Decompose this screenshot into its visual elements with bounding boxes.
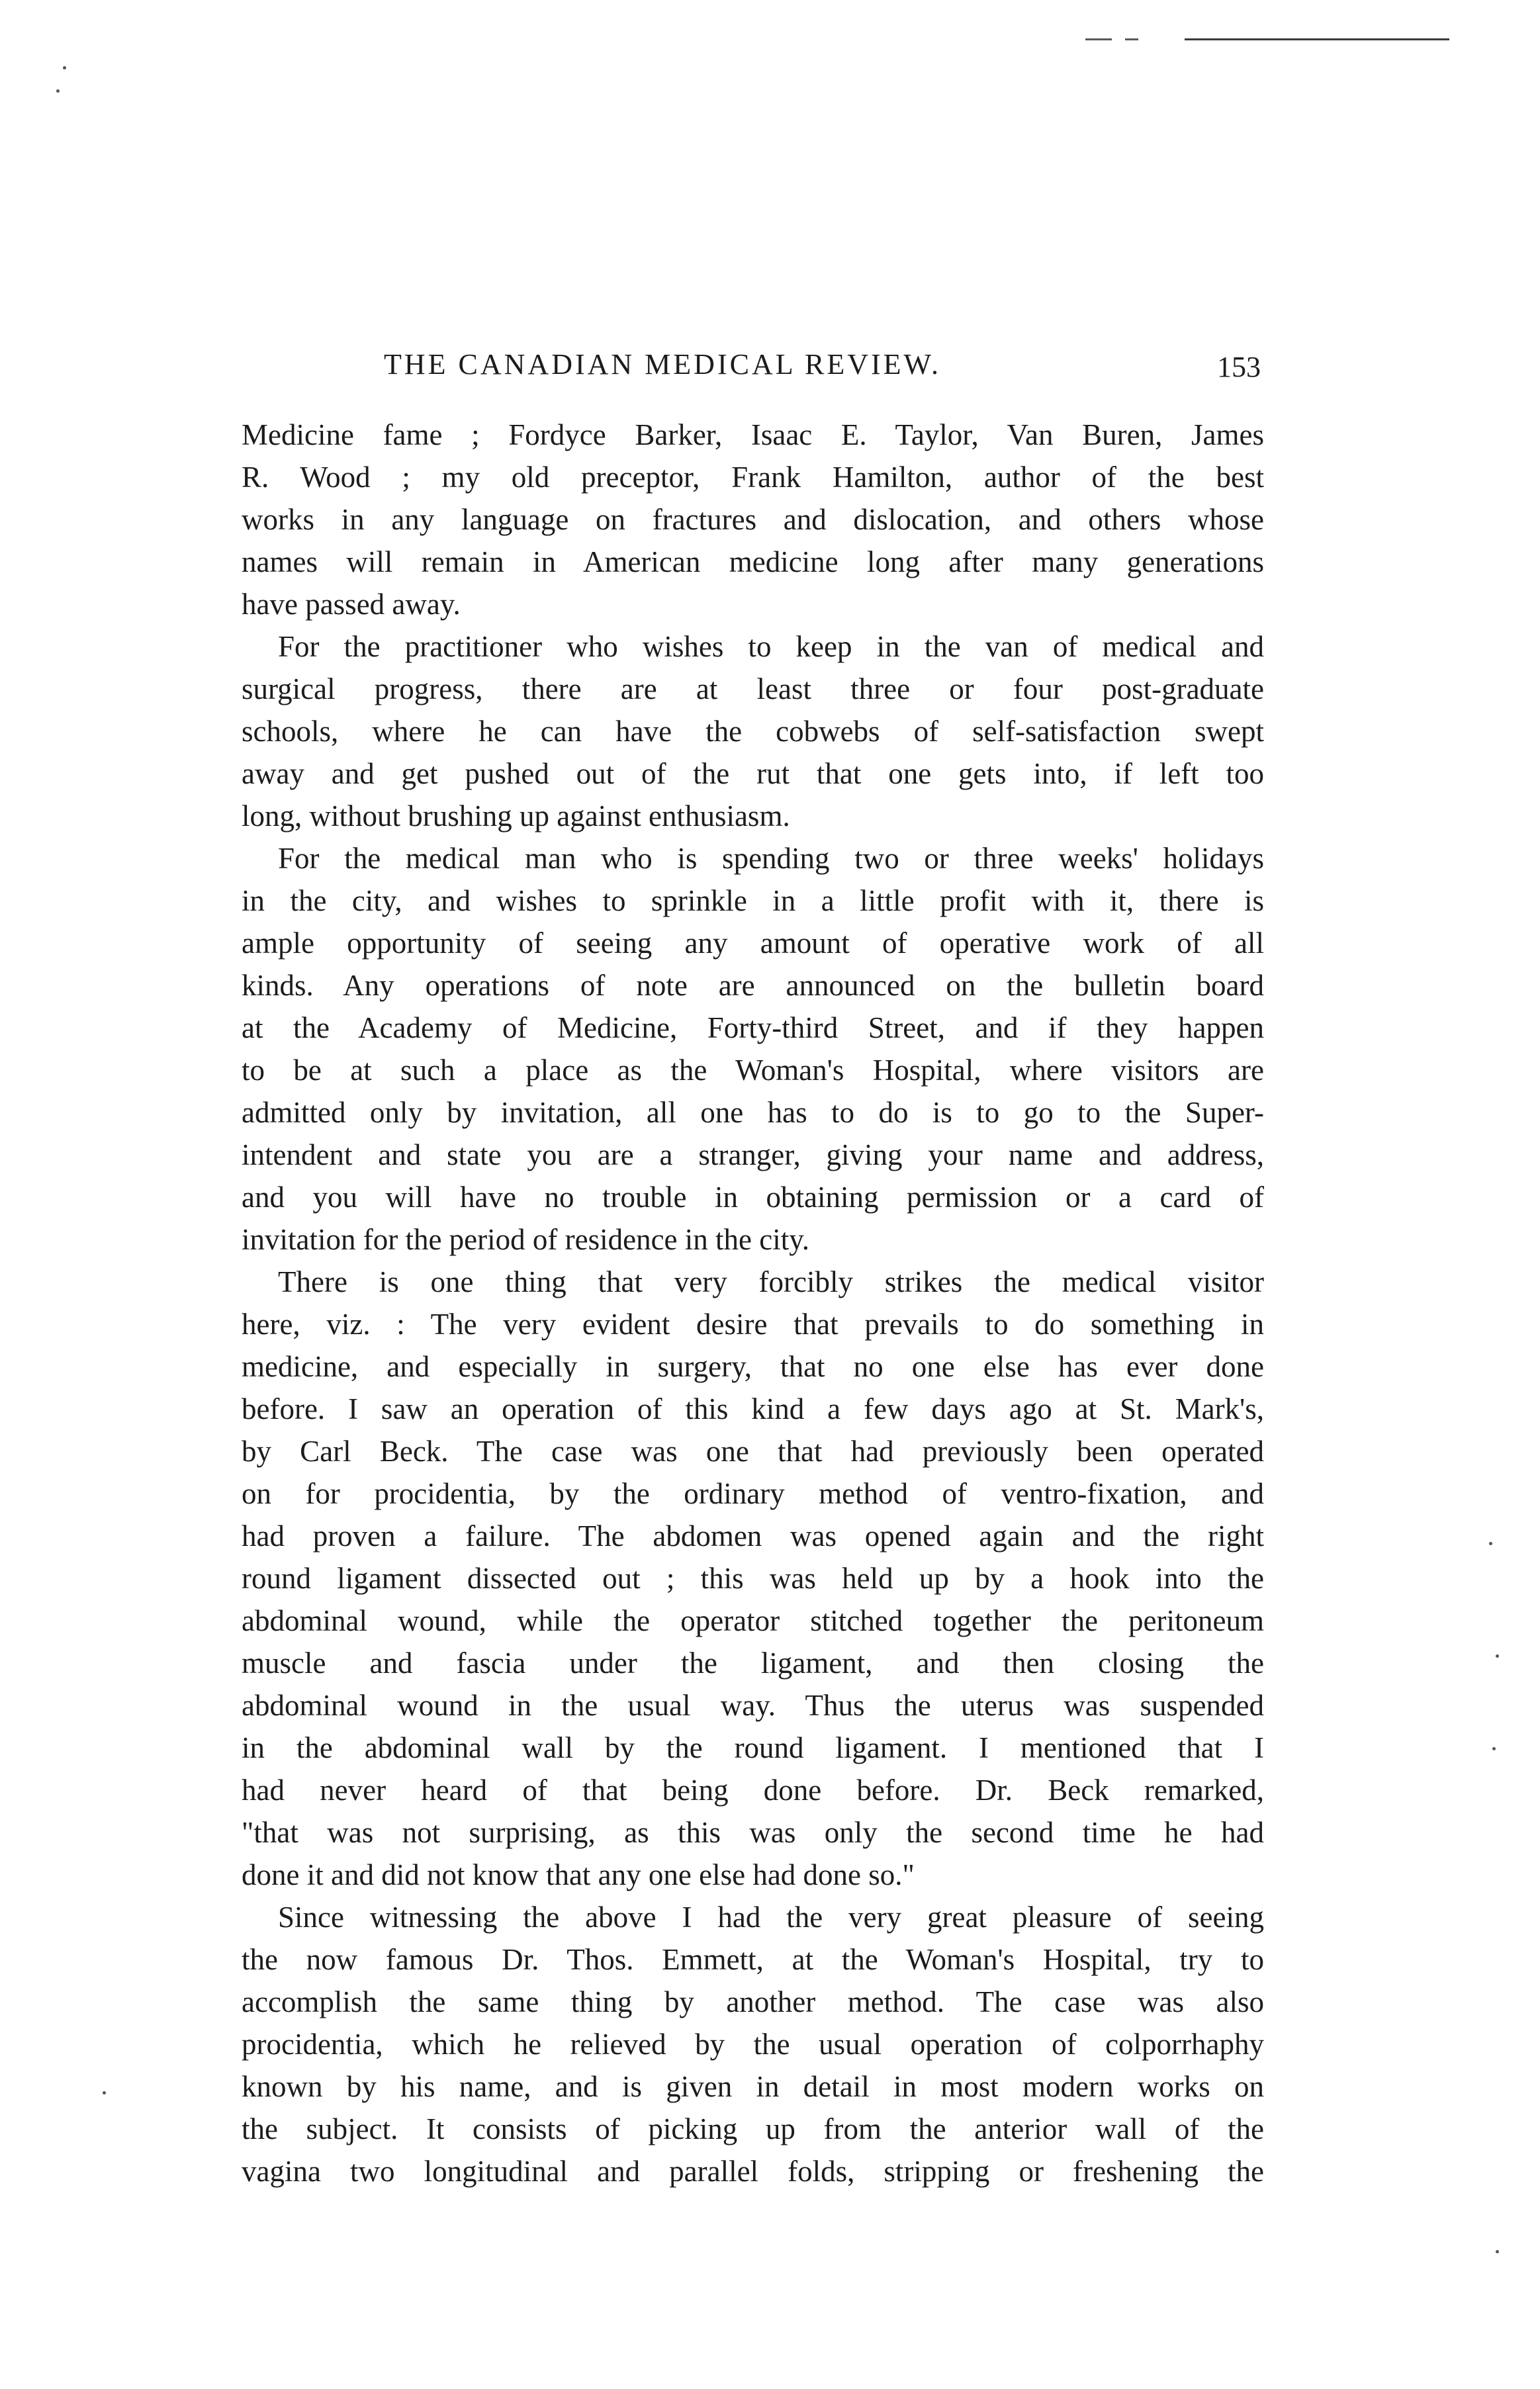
text-line: There is one thing that very forcibly strikes the medical visitor xyxy=(278,1265,1264,1298)
scan-speck xyxy=(1489,1542,1492,1545)
scan-speck xyxy=(103,2091,106,2095)
paragraph xyxy=(242,414,1264,625)
paragraph xyxy=(242,1261,1264,1896)
text-line: surgical progress, there are at least three or four post-graduate xyxy=(242,672,1264,705)
text-line: intendent and state you are a stranger, giving your name and address, xyxy=(242,1138,1264,1171)
scan-speck xyxy=(63,66,66,69)
paragraph xyxy=(242,1896,1264,2192)
article-body xyxy=(242,414,1264,2192)
text-line: in the abdominal wall by the round ligament. I mentioned that I xyxy=(242,1731,1264,1764)
text-line: had proven a failure. The abdomen was opened again and the right xyxy=(242,1519,1264,1553)
text-line: ample opportunity of seeing any amount of operative work of all xyxy=(242,926,1264,960)
text-line: vagina two longitudinal and parallel folds, stripping or freshening the xyxy=(242,2155,1264,2188)
text-line: at the Academy of Medicine, Forty-third Street, and if they happen xyxy=(242,1011,1264,1044)
text-line: names will remain in American medicine long after many generations xyxy=(242,545,1264,578)
text-line: schools, where he can have the cobwebs of self-satisfaction swept xyxy=(242,715,1264,748)
text-line: procidentia, which he relieved by the usual operation of colporrhaphy xyxy=(242,2028,1264,2061)
text-line: the subject. It consists of picking up from the anterior wall of the xyxy=(242,2112,1264,2145)
text-line: R. Wood ; my old preceptor, Frank Hamilton, author of the best xyxy=(242,461,1264,494)
text-line: away and get pushed out of the rut that one gets into, if left too xyxy=(242,757,1264,790)
text-line: muscle and fascia under the ligament, and then closing the xyxy=(242,1646,1264,1680)
paragraph xyxy=(242,625,1264,837)
text-line: admitted only by invitation, all one has to do is to go to the Super- xyxy=(242,1096,1264,1129)
scan-dash xyxy=(1125,38,1138,40)
text-line: here, viz. : The very evident desire that prevails to do something in xyxy=(242,1308,1264,1341)
text-line: "that was not surprising, as this was only the second time he had xyxy=(242,1816,1264,1849)
text-line: long, without brushing up against enthusiasm. xyxy=(242,799,790,833)
scan-speck xyxy=(56,89,60,93)
text-line: round ligament dissected out ; this was held up by a hook into the xyxy=(242,1562,1264,1595)
text-line: known by his name, and is given in detail in most modern works on xyxy=(242,2070,1264,2103)
text-line: had never heard of that being done before. Dr. Beck remarked, xyxy=(242,1774,1264,1807)
text-line: works in any language on fractures and dislocation, and others whose xyxy=(242,503,1264,536)
text-line: Since witnessing the above I had the very great pleasure of seeing xyxy=(278,1901,1264,1934)
text-line: have passed away. xyxy=(242,588,461,621)
text-line: by Carl Beck. The case was one that had previously been operated xyxy=(242,1435,1264,1468)
text-line: before. I saw an operation of this kind a few days ago at St. Mark's, xyxy=(242,1392,1264,1425)
text-line: medicine, and especially in surgery, that no one else has ever done xyxy=(242,1350,1264,1383)
scan-speck xyxy=(1496,1654,1499,1658)
text-line: on for procidentia, by the ordinary method of ventro-fixation, and xyxy=(242,1477,1264,1510)
text-line: kinds. Any operations of note are announced on the bulletin board xyxy=(242,969,1264,1002)
text-line: abdominal wound, while the operator stitched together the peritoneum xyxy=(242,1604,1264,1637)
text-line: the now famous Dr. Thos. Emmett, at the Woman's Hospital, try to xyxy=(242,1943,1264,1976)
scan-speck xyxy=(1492,1747,1496,1750)
text-line: Medicine fame ; Fordyce Barker, Isaac E. Taylor, Van Buren, James xyxy=(242,418,1264,451)
text-line: done it and did not know that any one else had done so." xyxy=(242,1858,915,1891)
scan-speck xyxy=(1496,2250,1499,2253)
text-line: to be at such a place as the Woman's Hospital, where visitors are xyxy=(242,1054,1264,1087)
text-line: in the city, and wishes to sprinkle in a little profit with it, there is xyxy=(242,884,1264,917)
journal-title: THE CANADIAN MEDICAL REVIEW. xyxy=(384,348,941,381)
scan-dash xyxy=(1085,38,1112,40)
running-head xyxy=(384,347,1310,400)
text-line: and you will have no trouble in obtaining permission or a card of xyxy=(242,1181,1264,1214)
scan-edge-line xyxy=(1185,38,1449,40)
text-line: accomplish the same thing by another method. The case was also xyxy=(242,1985,1264,2018)
page-number: 153 xyxy=(1217,351,1261,383)
text-line: For the practitioner who wishes to keep in the van of medical and xyxy=(278,630,1264,663)
text-line: For the medical man who is spending two or three weeks' holidays xyxy=(278,842,1264,875)
paragraph xyxy=(242,837,1264,1261)
text-line: abdominal wound in the usual way. Thus the uterus was suspended xyxy=(242,1689,1264,1722)
text-line: invitation for the period of residence in the city. xyxy=(242,1223,810,1256)
